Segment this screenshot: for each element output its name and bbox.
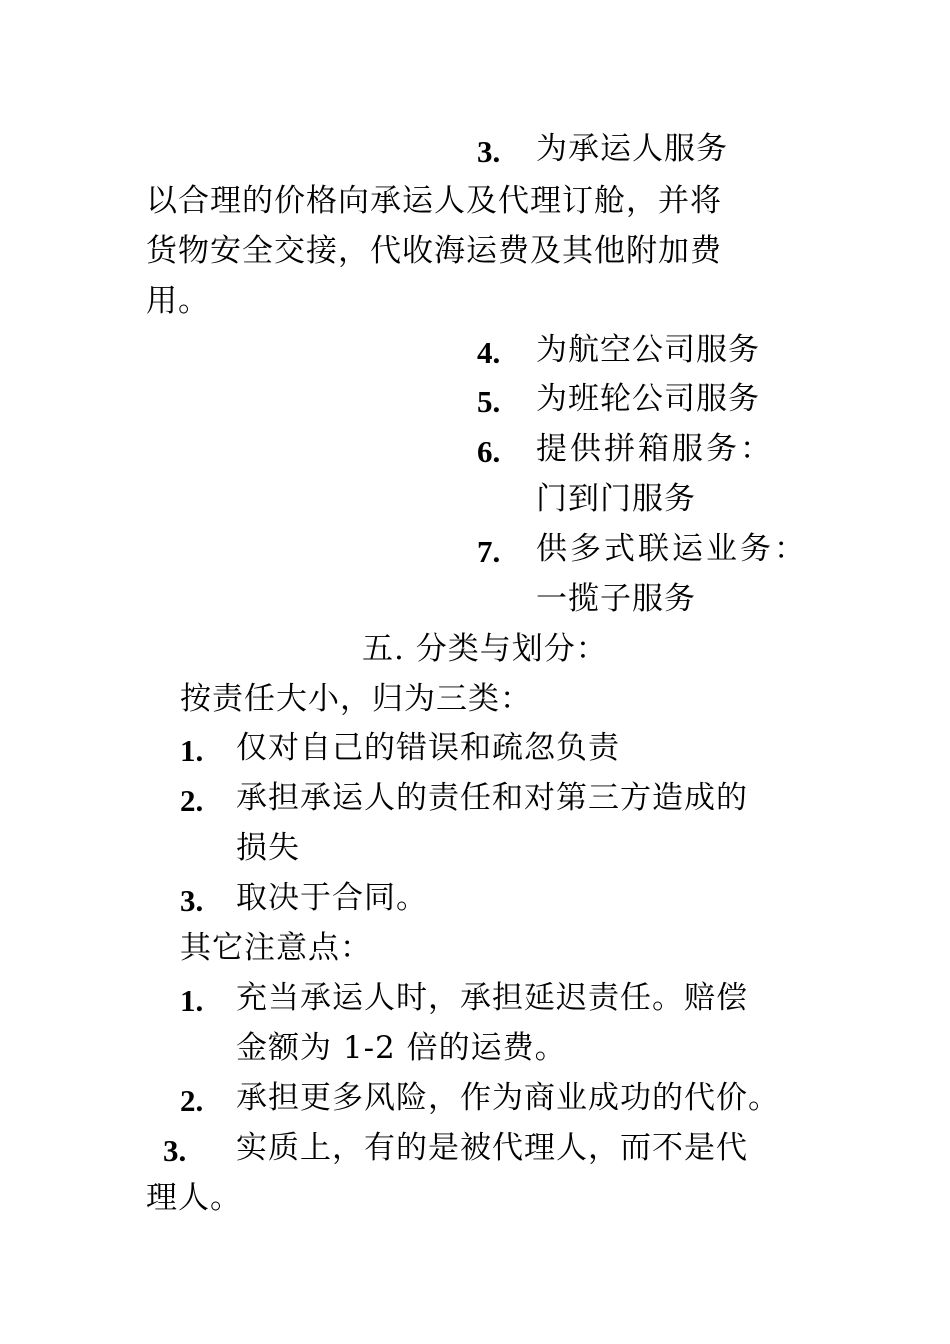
section-five-heading: 五. 分类与划分： <box>362 631 608 667</box>
section-five-intro: 按责任大小，归为三类： <box>180 681 532 717</box>
class-item-1-number: 1. <box>180 733 204 768</box>
notes-heading: 其它注意点： <box>180 930 372 966</box>
class-item-1-text: 仅对自己的错误和疏忽负责 <box>236 730 620 766</box>
item-6-number: 6. <box>477 434 501 469</box>
paragraph-line-2: 货物安全交接，代收海运费及其他附加费 <box>146 233 722 269</box>
item-7-text-line-2: 一揽子服务 <box>536 581 696 617</box>
item-6-text-line-1: 提供拼箱服务： <box>536 431 774 467</box>
class-item-2-text-line-1: 承担承运人的责任和对第三方造成的 <box>236 780 748 816</box>
class-item-2-text-line-2: 损失 <box>236 830 300 866</box>
item-4-text: 为航空公司服务 <box>536 332 760 368</box>
paragraph-line-3: 用。 <box>146 283 210 319</box>
note-item-1-number: 1. <box>180 983 204 1018</box>
item-6-text-line-2: 门到门服务 <box>536 481 696 517</box>
note-item-2-text: 承担更多风险，作为商业成功的代价。 <box>236 1080 780 1116</box>
item-5-text: 为班轮公司服务 <box>536 381 760 417</box>
item-7-text-line-1: 供多式联运业务： <box>536 531 808 567</box>
item-5-number: 5. <box>477 384 501 419</box>
note-item-3-text-line-2: 理人。 <box>146 1180 242 1216</box>
note-item-1-text-line-1: 充当承运人时，承担延迟责任。赔偿 <box>236 980 748 1016</box>
note-item-1-text-line-2: 金额为 1-2 倍的运费。 <box>236 1030 567 1066</box>
note-item-2-number: 2. <box>180 1083 204 1118</box>
class-item-2-number: 2. <box>180 783 204 818</box>
class-item-3-text: 取决于合同。 <box>236 880 428 916</box>
class-item-3-number: 3. <box>180 883 204 918</box>
note-item-3-text-line-1: 实质上，有的是被代理人，而不是代 <box>236 1130 748 1166</box>
item-3-number: 3. <box>477 134 501 169</box>
item-7-number: 7. <box>477 534 501 569</box>
paragraph-line-1: 以合理的价格向承运人及代理订舱，并将 <box>146 183 722 219</box>
item-4-number: 4. <box>477 335 501 370</box>
item-3-text: 为承运人服务 <box>536 131 728 167</box>
note-item-3-number: 3. <box>163 1133 187 1168</box>
